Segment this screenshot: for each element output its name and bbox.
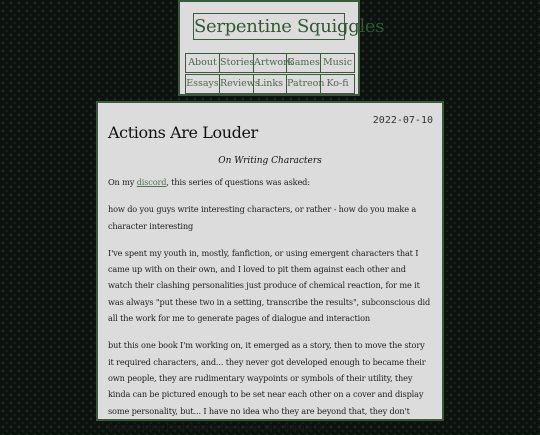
nav-games[interactable]: Games xyxy=(286,53,321,73)
intro-text-before: On my xyxy=(108,177,137,187)
article-card xyxy=(96,101,444,432)
intro-paragraph xyxy=(108,174,432,190)
nav-reviews[interactable]: Reviews xyxy=(219,74,254,94)
paragraph: I've spent my youth in, mostly, fanfiction, or using emergent characters that I came up with on their own, and I loved to pit them against each other and watch their clashing personalities just produce of chemical reaction, for me it was always "put these two in a setting, transcribe the results", subconscious did all the work for me to generate pages of dialogue and interaction xyxy=(108,247,431,324)
nav-essays[interactable]: Essays xyxy=(185,74,220,94)
discord-link[interactable]: discord xyxy=(136,177,167,187)
nav-stories[interactable]: Stories xyxy=(219,53,254,73)
nav-row-1 xyxy=(185,53,355,73)
intro-text-after: , this series of questions was asked: xyxy=(166,177,310,187)
paragraph: but this one book I'm working on, it emerged as a story, then to move the story it required characters, and... they never got developed enough to became their own people, they are rudimentary waypoints or symbols of their utility, they kinda can be pictured enough to be set near each other on a cover and display some personality, but... I have no idea who they are beyond that, they don't interact when I put them in the scene, they fumble for xyxy=(108,340,426,432)
post-subtitle: On Writing Characters xyxy=(218,156,322,166)
nav-artwork[interactable]: Artwork xyxy=(253,53,287,73)
nav-about[interactable]: About xyxy=(185,53,220,73)
post-date: 2022-07-10 xyxy=(372,115,433,126)
paragraph: how do you guys write interesting characters, or rather - how do you make a character interesting xyxy=(108,204,417,231)
nav-row-2 xyxy=(185,74,355,94)
post-title: Actions Are Louder xyxy=(108,123,258,142)
nav-music[interactable]: Music xyxy=(320,53,355,73)
nav-patreon[interactable]: Patreon xyxy=(286,74,321,94)
nav-menu xyxy=(185,53,355,94)
nav-kofi[interactable]: Ko-fi xyxy=(320,74,355,94)
site-header xyxy=(178,0,385,96)
site-title[interactable]: Serpentine Squiggles xyxy=(193,13,345,40)
nav-links[interactable]: Links xyxy=(253,74,287,94)
